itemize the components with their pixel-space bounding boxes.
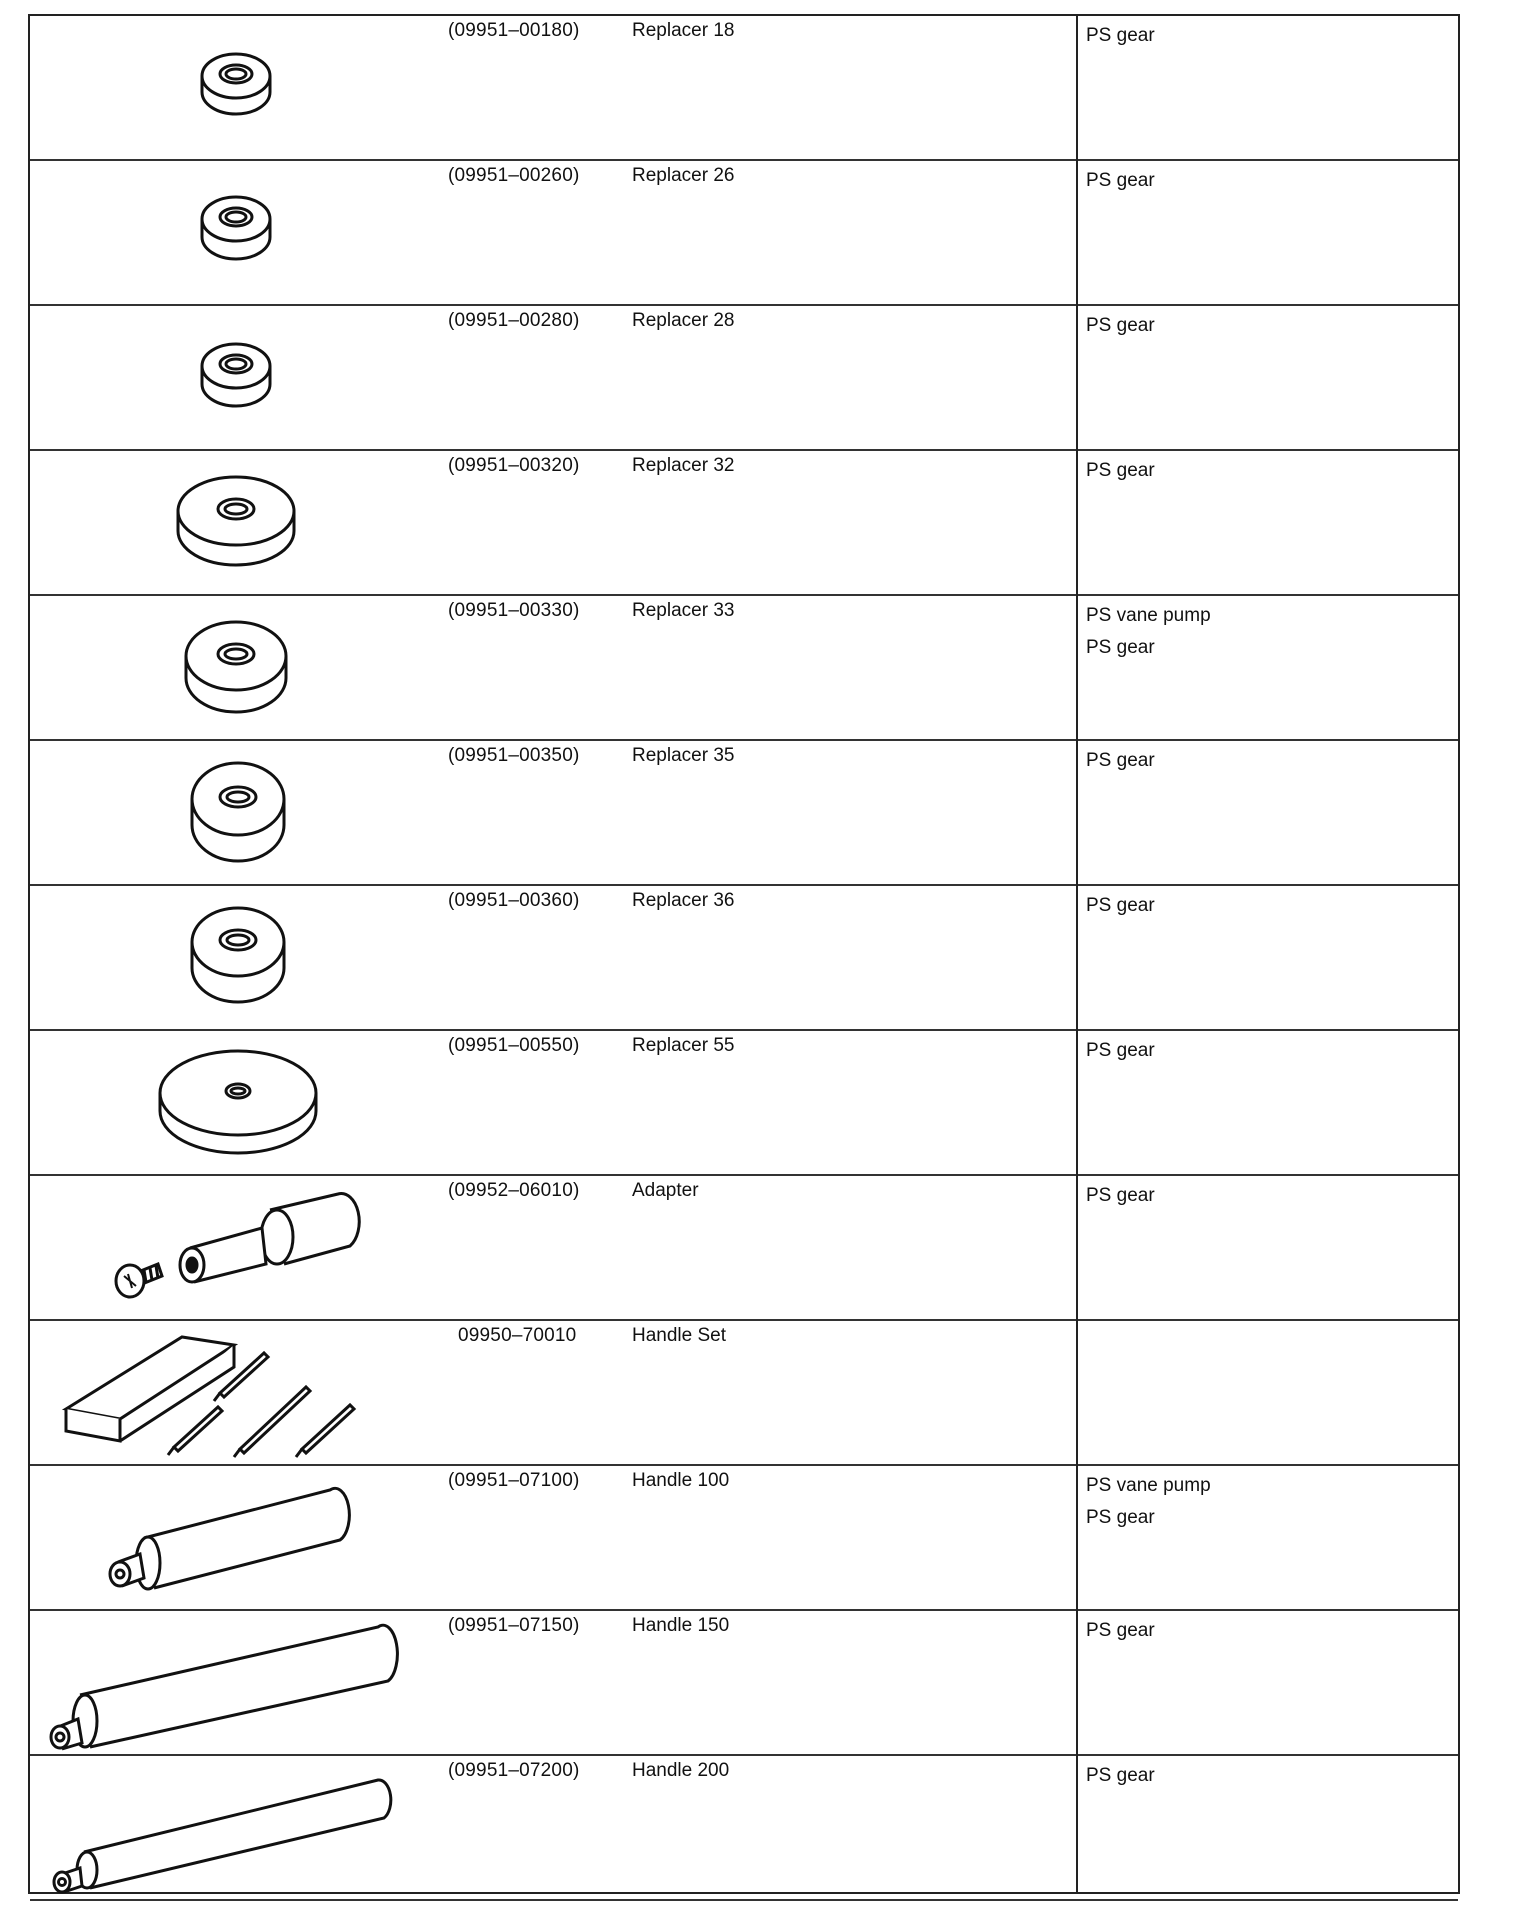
table-row <box>30 596 1458 741</box>
table-row <box>30 741 1458 886</box>
replacer-medium-icon <box>40 459 440 591</box>
table-row <box>30 1031 1458 1176</box>
handle-medium-icon <box>40 1619 440 1751</box>
part-number: (09951–00320) <box>448 455 580 476</box>
part-number: (09952–06010) <box>448 1180 580 1201</box>
table-row <box>30 1756 1458 1901</box>
table-row <box>30 16 1458 161</box>
tool-name: Replacer 26 <box>632 165 735 186</box>
tool-name: Handle 150 <box>632 1615 730 1636</box>
usage-item: PS vane pump <box>1086 605 1211 626</box>
tool-name: Replacer 55 <box>632 1035 735 1056</box>
part-number: (09951–00360) <box>448 890 580 911</box>
replacer-medium-icon <box>40 749 440 881</box>
usage-item: PS gear <box>1086 25 1155 46</box>
usage-list <box>1086 20 1155 52</box>
usage-item: PS vane pump <box>1086 1475 1211 1496</box>
tool-name: Handle 100 <box>632 1470 730 1491</box>
part-number: (09951–07200) <box>448 1760 580 1781</box>
usage-item: PS gear <box>1086 170 1155 191</box>
table-row <box>30 1321 1458 1466</box>
tool-name: Replacer 28 <box>632 310 735 331</box>
tool-name: Replacer 32 <box>632 455 735 476</box>
tool-name: Replacer 18 <box>632 20 735 41</box>
table-row <box>30 1176 1458 1321</box>
usage-item: PS gear <box>1086 460 1155 481</box>
usage-list <box>1086 1180 1155 1212</box>
usage-item: PS gear <box>1086 1185 1155 1206</box>
usage-item: PS gear <box>1086 750 1155 771</box>
usage-list <box>1086 1615 1155 1647</box>
usage-list <box>1086 745 1155 777</box>
handle-set-icon <box>40 1329 440 1461</box>
usage-list <box>1086 1035 1155 1067</box>
tool-name: Replacer 33 <box>632 600 735 621</box>
part-number: (09951–07150) <box>448 1615 580 1636</box>
part-number: (09951–00550) <box>448 1035 580 1056</box>
replacer-small-icon <box>40 24 440 156</box>
usage-list <box>1086 1470 1211 1534</box>
part-number: (09951–07100) <box>448 1470 580 1491</box>
usage-item: PS gear <box>1086 895 1155 916</box>
usage-list <box>1086 600 1211 664</box>
usage-item: PS gear <box>1086 315 1155 336</box>
tool-name: Replacer 36 <box>632 890 735 911</box>
handle-long-icon <box>40 1764 440 1896</box>
tool-name: Replacer 35 <box>632 745 735 766</box>
handle-short-icon <box>40 1474 440 1606</box>
replacer-medium-icon <box>40 894 440 1026</box>
usage-item: PS gear <box>1086 1040 1155 1061</box>
usage-list <box>1086 310 1155 342</box>
part-number: (09951–00260) <box>448 165 580 186</box>
tool-name: Handle Set <box>632 1325 727 1346</box>
replacer-medium-icon <box>40 604 440 736</box>
column-divider <box>1076 16 1078 1892</box>
tool-name: Handle 200 <box>632 1760 730 1781</box>
usage-list <box>1086 890 1155 922</box>
tool-name: Adapter <box>632 1180 699 1201</box>
adapter-icon <box>40 1184 440 1316</box>
part-number: (09951–00280) <box>448 310 580 331</box>
table-row <box>30 1611 1458 1756</box>
usage-item: PS gear <box>1086 1620 1155 1641</box>
table-row <box>30 451 1458 596</box>
part-number: 09950–70010 <box>458 1325 577 1346</box>
table-row <box>30 1466 1458 1611</box>
replacer-small-icon <box>40 314 440 446</box>
usage-list <box>1086 165 1155 197</box>
table-row <box>30 306 1458 451</box>
usage-item: PS gear <box>1086 1507 1155 1528</box>
replacer-small-icon <box>40 169 440 301</box>
tool-table <box>28 14 1460 1894</box>
table-row <box>30 161 1458 306</box>
replacer-large-icon <box>40 1039 440 1171</box>
usage-item: PS gear <box>1086 637 1155 658</box>
part-number: (09951–00350) <box>448 745 580 766</box>
usage-item: PS gear <box>1086 1765 1155 1786</box>
usage-list <box>1086 1760 1155 1792</box>
usage-list <box>1086 455 1155 487</box>
part-number: (09951–00330) <box>448 600 580 621</box>
part-number: (09951–00180) <box>448 20 580 41</box>
table-row <box>30 886 1458 1031</box>
